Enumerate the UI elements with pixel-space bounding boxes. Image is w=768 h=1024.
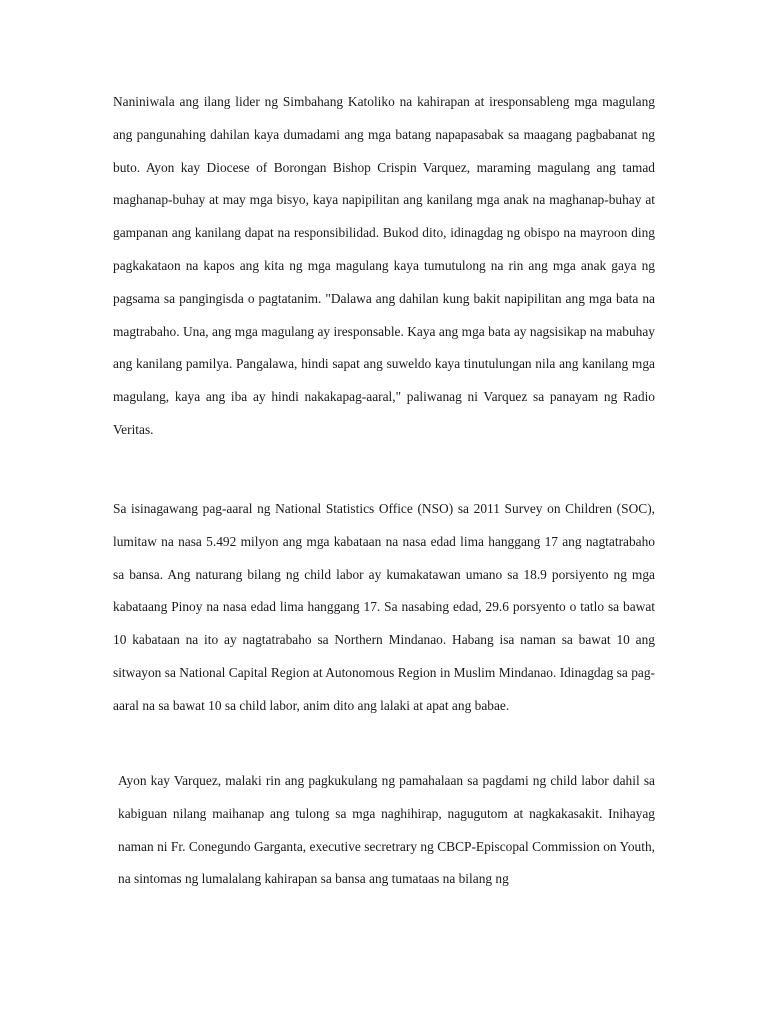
paragraph-2: Sa isinagawang pag-aaral ng National Statistics Office (NSO) sa 2011 Survey on Children (SOC), lumitaw na nasa 5.492 milyon ang mga kabataan na nasa edad lima hanggang 17 ang nagtatrabaho sa bansa. Ang naturang bilang ng child labor ay kumakatawan umano sa 18.9 porsiyento ng mga kabataang Pinoy na nasa edad lima hanggang 17. Sa nasabing edad, 29.6 porsyento o tatlo sa bawat 10 kabataan na ito ay nagtatrabaho sa Northern Mindanao. Habang isa naman sa bawat 10 ang sitwayon sa National Capital Region at Autonomous Region in Muslim Mindanao. Idinagdag sa pag-aaral na sa bawat 10 sa child labor, anim dito ang lalaki at apat ang babae. [113,501,655,713]
paragraph-3: Ayon kay Varquez, malaki rin ang pagkukulang ng pamahalaan sa pagdami ng child labor dahil sa kabiguan nilang maihanap ang tulong sa mga naghihirap, nagugutom at nagkakasakit. Inihayag naman ni Fr. Conegundo Garganta, executive secretrary ng CBCP-Episcopal Commission on Youth, na sintomas ng lumalalang kahirapan sa bansa ang tumataas na bilang ng [118,773,655,887]
paragraph-1: Naniniwala ang ilang lider ng Simbahang Katoliko na kahirapan at iresponsableng mga magulang ang pangunahing dahilan kaya dumadami ang mga batang napapasabak sa maagang pagbabanat ng buto. Ayon kay Diocese of Borongan Bishop Crispin Varquez, maraming magulang ang tamad maghanap-buhay at may mga bisyo, kaya napipilitan ang kanilang mga anak na maghanap-buhay at gampanan ang kanilang dapat na responsibilidad. Bukod dito, idinagdag ng obispo na mayroon ding pagkakataon na kapos ang kita ng mga magulang kaya tumutulong na rin ang mga anak gaya ng pagsama sa pangingisda o pagtatanim. "Dalawa ang dahilan kung bakit napipilitan ang mga bata na magtrabaho. Una, ang mga magulang ay iresponsable. Kaya ang mga bata ay nagsisikap na mabuhay ang kanilang pamilya. Pangalawa, hindi sapat ang suweldo kaya tinutulungan nila ang kanilang mga magulang, kaya ang iba ay hindi nakakapag-aaral," paliwanag ni Varquez sa panayam ng Radio Veritas. [113,94,655,437]
